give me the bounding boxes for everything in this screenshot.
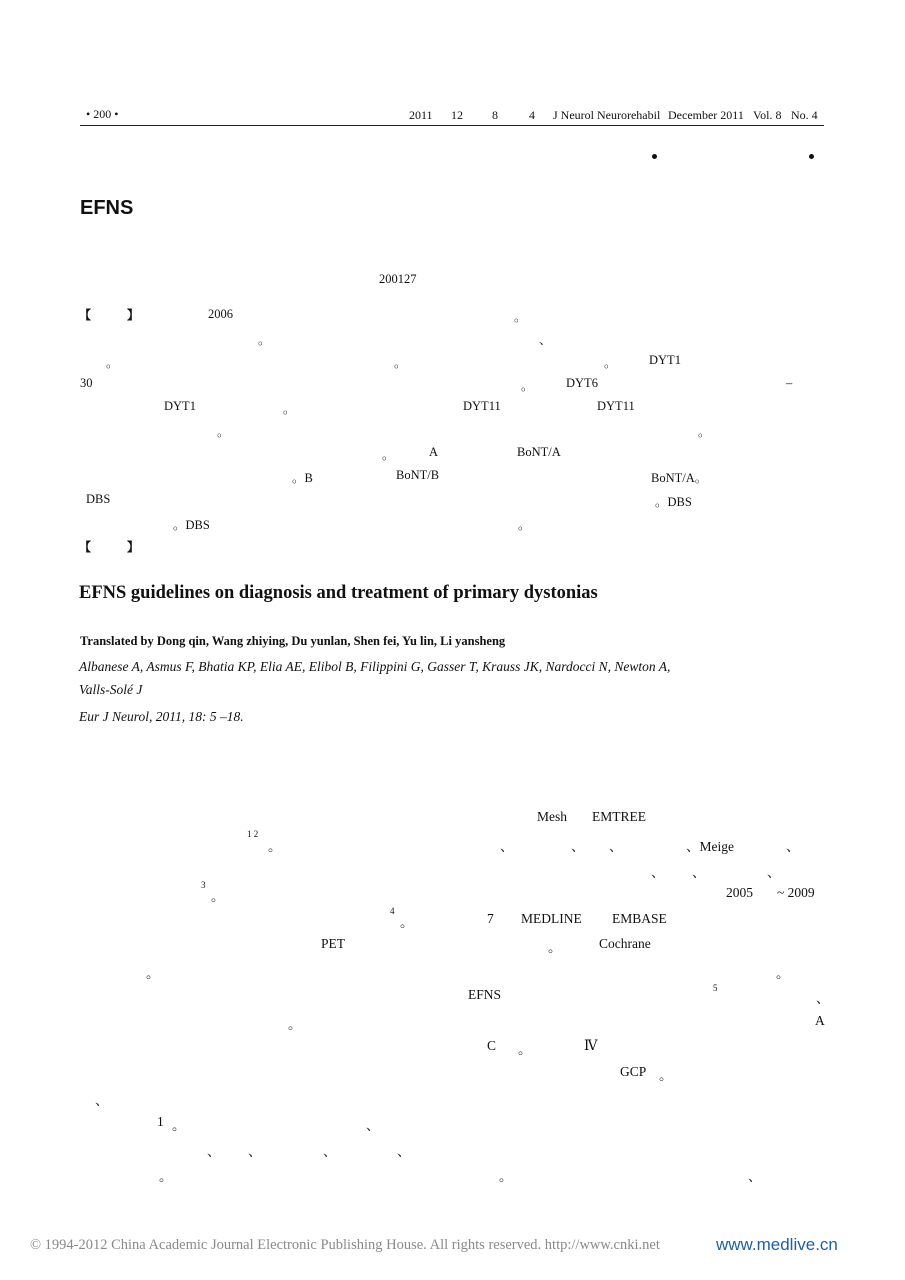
body-circle: 。 [548,940,562,955]
abstract-circle: 。 [258,333,271,347]
header-issue: 4 [529,108,535,122]
title-en: EFNS guidelines on diagnosis and treatment of primary dystonias [79,583,598,603]
abstract-dbs: DBS [86,492,111,506]
abstract-circle: 。 [604,356,617,370]
abstract-dyt1: DYT1 [649,353,681,367]
citation: Eur J Neurol, 2011, 18: 5 –18. [79,709,244,724]
body-mesh: Mesh [537,809,567,824]
body-one: 1 [157,1114,164,1129]
body-efns: EFNS [468,987,502,1002]
body-circle: 。 [211,889,225,904]
body-comma: 、 [207,1144,221,1159]
bullet-dot [809,154,814,159]
title-cn: EFNS [80,197,134,219]
body-circle: 。 [172,1118,186,1133]
translators: Translated by Dong qin, Wang zhiying, Du yunlan, Shen fei, Yu lin, Li yansheng [80,634,506,648]
abstract-circle: 。 [382,448,395,462]
header-date: December 2011 [668,108,744,122]
abstract-circle: 。 [698,425,711,439]
body-year-end: ~ 2009 [777,885,815,900]
body-comma: 、 [366,1118,380,1133]
abstract-a-type: A [429,445,439,459]
abstract-circle: 。 [394,356,407,370]
abstract-dash: – [786,376,793,390]
page-number: • 200 • [86,107,119,121]
abstract-bracket-close: 】 [127,308,140,322]
body-embase: EMBASE [612,911,667,926]
body-meige: 、Meige [686,839,734,854]
header-volume: 8 [492,108,498,122]
body-circle: 。 [146,966,160,981]
abstract-bracket-open: 【 [79,308,92,322]
abstract-bont-b: BoNT/B [396,468,440,482]
abstract-comma: 、 [539,333,552,347]
abstract-bont-a-end: BoNT/A。 [651,471,708,485]
abstract-circle: 。 [521,379,534,393]
body-comma: 、 [397,1144,411,1159]
body-comma: 、 [767,865,781,880]
header-month: 12 [451,108,463,122]
bullet-dot [652,154,657,159]
ref-4: 4 [390,906,395,916]
body-cochrane: Cochrane [599,936,651,951]
body-comma: 、 [95,1093,109,1108]
affiliation-code: 200127 [379,272,417,286]
header-vol: Vol. 8 [753,108,782,122]
body-circle: 。 [499,1169,513,1184]
ref-3: 3 [201,880,206,890]
body-circle: 。 [400,915,414,930]
header-rule [80,125,824,126]
watermark-link[interactable]: www.medlive.cn [716,1235,838,1254]
abstract-circle: 。 [283,402,296,416]
abstract-dyt11: DYT11 [597,399,635,413]
abstract-circle: 。 [106,356,119,370]
ref-5: 5 [713,983,718,993]
body-level-iv: Ⅳ [584,1038,598,1053]
header-year: 2011 [409,108,433,122]
body-comma: 、 [571,839,585,854]
abstract-circle: 。 [518,518,531,532]
body-comma: 、 [609,839,623,854]
abstract-circle: 。 [514,310,527,324]
body-comma: 、 [786,839,800,854]
keywords-bracket-close: 】 [127,540,140,554]
abstract-dbs: 。DBS [655,495,692,509]
abstract-age: 30 [80,376,93,390]
abstract-bont-a: BoNT/A [517,445,561,459]
body-gcp: GCP [620,1064,647,1079]
body-comma: 、 [816,991,830,1006]
abstract-dyt11: DYT11 [463,399,501,413]
body-comma: 、 [651,865,665,880]
body-emtree: EMTREE [592,809,646,824]
body-pet: PET [321,936,346,951]
header-journal: J Neurol Neurorehabil [553,108,661,122]
abstract-dyt6: DYT6 [566,376,598,390]
body-circle: 。 [659,1068,673,1083]
body-medline: MEDLINE [521,911,582,926]
body-circle: 。 [159,1169,173,1184]
abstract-b-type: 。B [292,471,313,485]
abstract-year: 2006 [208,307,233,321]
body-comma: 、 [500,839,514,854]
body-comma: 、 [323,1144,337,1159]
keywords-bracket-open: 【 [79,540,92,554]
body-circle: 。 [288,1017,302,1032]
header-no: No. 4 [791,108,818,122]
body-comma: 、 [748,1169,762,1184]
copyright-footer: © 1994-2012 China Academic Journal Electronic Publishing House. All rights reserved. http://www.cnki.net [30,1237,660,1253]
body-seven: 7 [487,911,494,926]
body-grade-a: A [815,1013,825,1028]
authors-line1: Albanese A, Asmus F, Bhatia KP, Elia AE, Elibol B, Filippini G, Gasser T, Krauss JK, Nardocci N, Newton A, [79,659,671,674]
body-comma: 、 [248,1144,262,1159]
abstract-dyt1: DYT1 [164,399,196,413]
body-circle: 。 [268,839,282,854]
body-circle: 。 [518,1042,532,1057]
ref-1-2: 1 2 [247,829,259,839]
body-circle: 。 [776,966,790,981]
body-grade-c: C [487,1038,497,1053]
body-comma: 、 [692,865,706,880]
abstract-circle: 。 [217,425,230,439]
body-year-start: 2005 [726,885,753,900]
abstract-dbs: 。DBS [173,518,210,532]
authors-line2: Valls-Solé J [79,682,143,697]
